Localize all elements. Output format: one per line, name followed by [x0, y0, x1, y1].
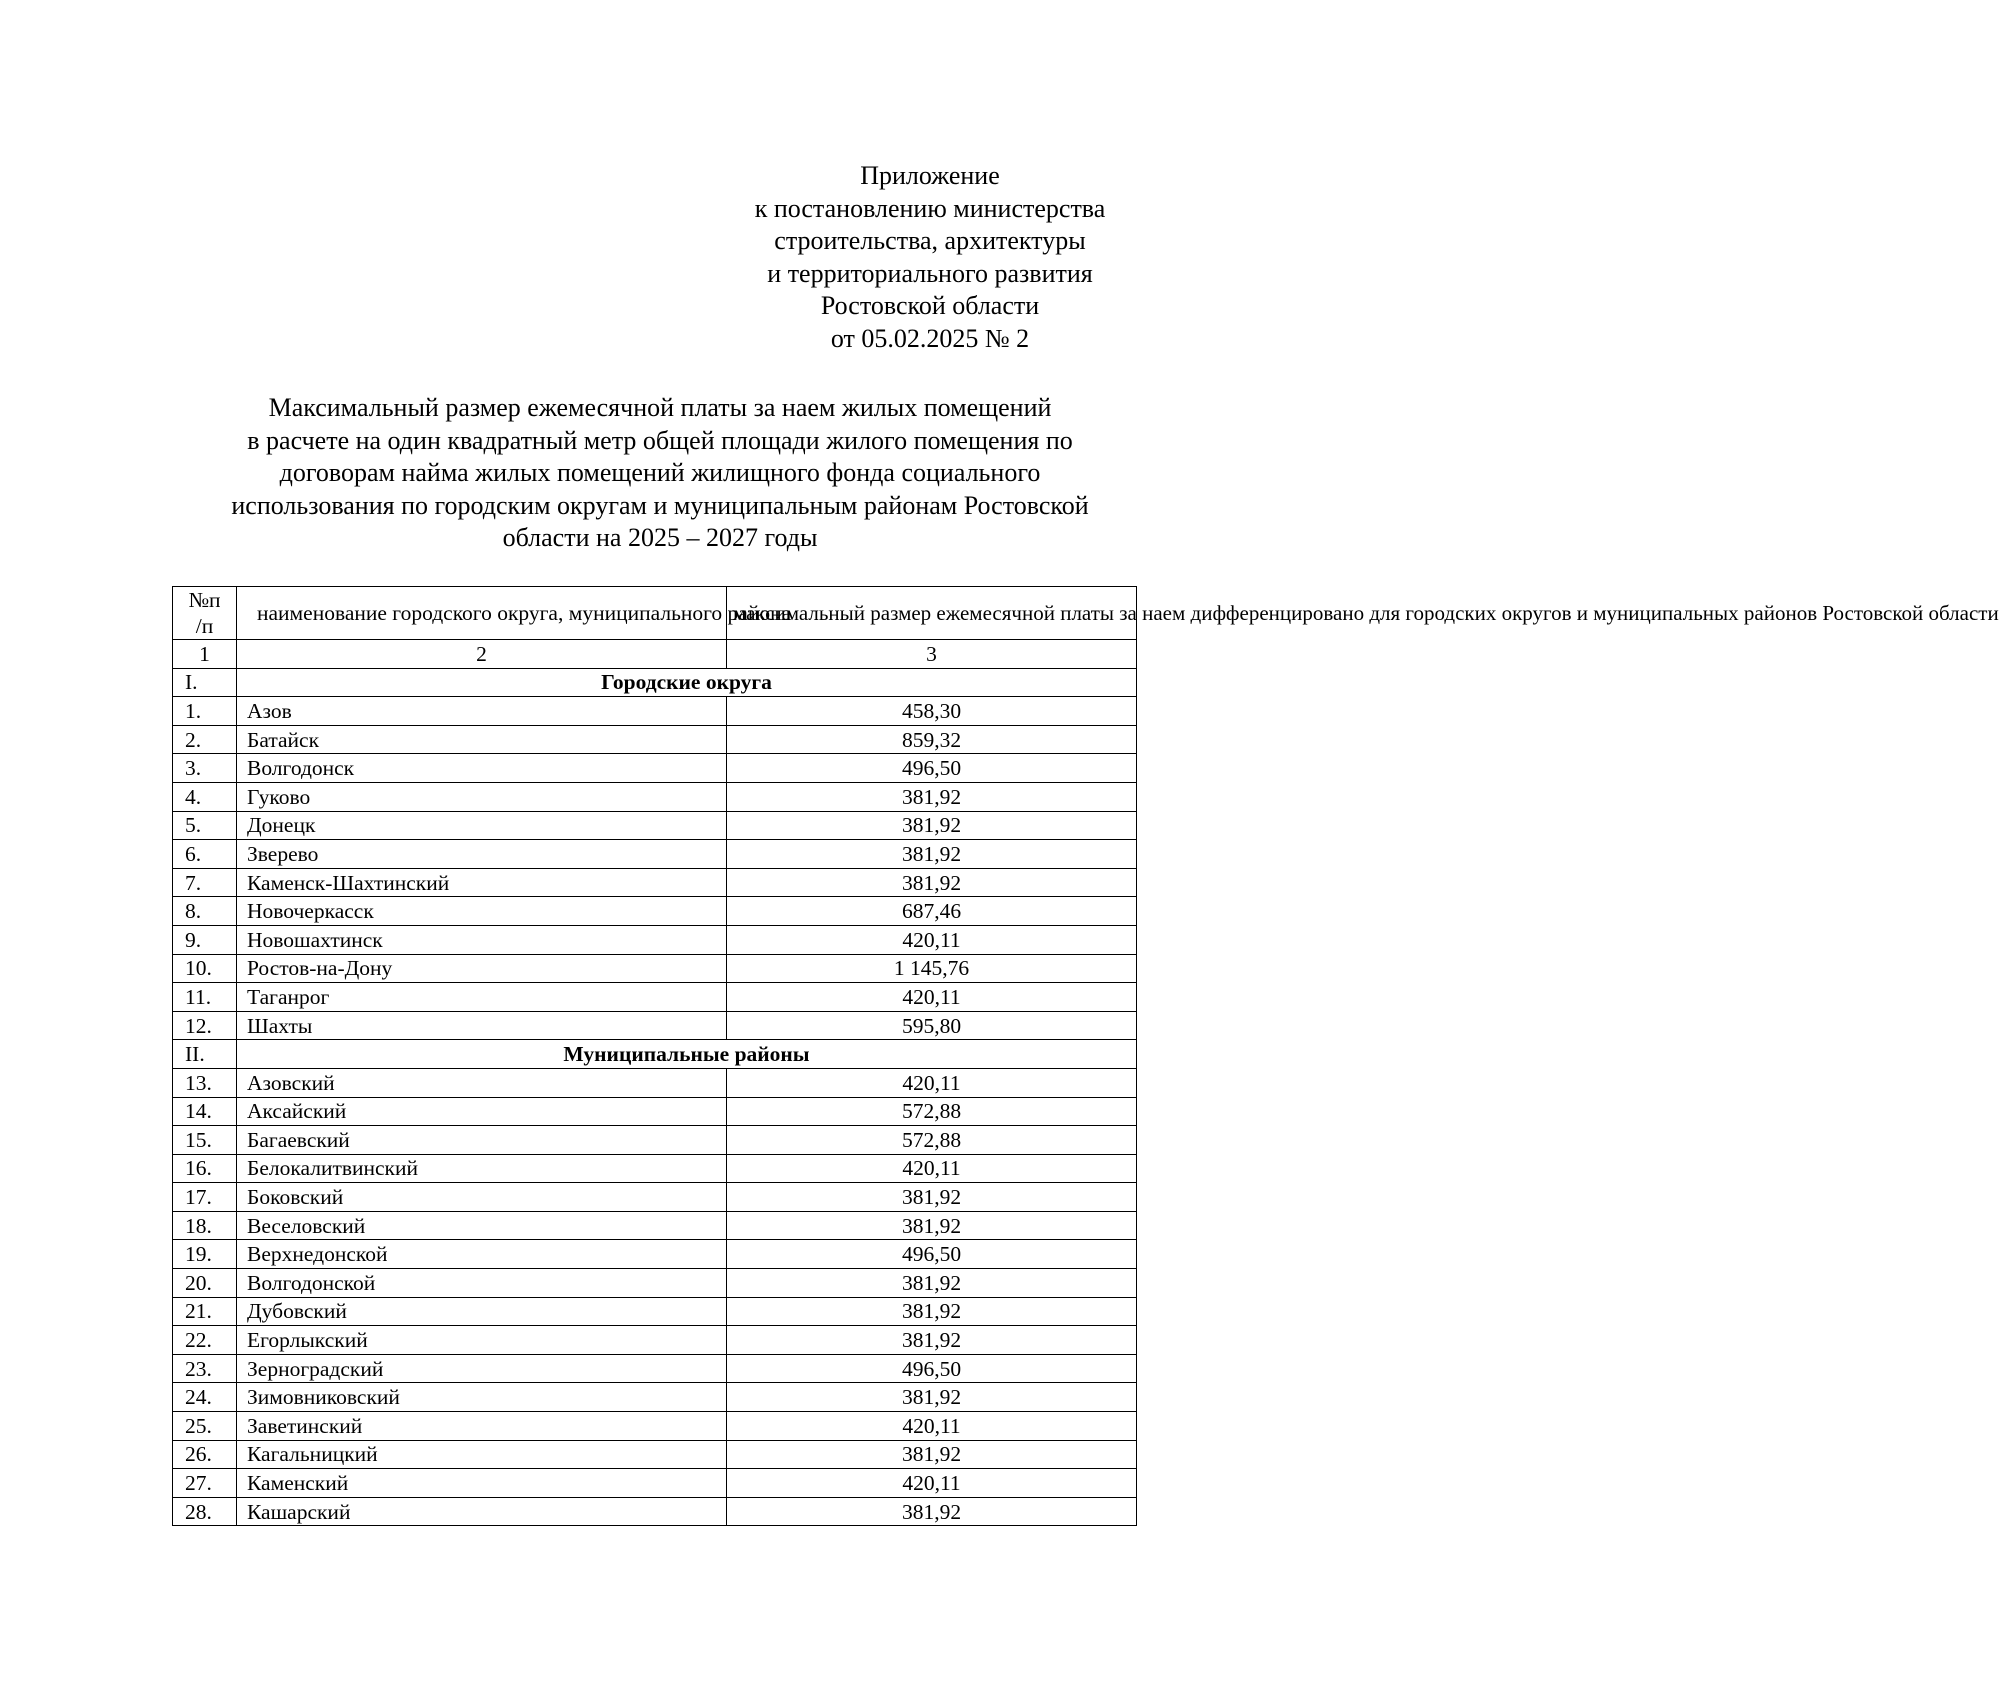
row-number: 15.	[173, 1126, 237, 1155]
row-name: Каменский	[237, 1469, 727, 1498]
row-name: Кашарский	[237, 1497, 727, 1526]
rent-rates-table	[172, 586, 1999, 1526]
row-value: 381,92	[727, 1497, 1137, 1526]
column-number-cell: 3	[727, 640, 1137, 669]
table-row	[173, 1497, 1137, 1526]
title-line: в расчете на один квадратный метр общей площади жилого помещения по	[247, 425, 1073, 455]
table-row	[173, 1240, 1137, 1269]
section-number: II.	[173, 1040, 237, 1069]
row-value: 381,92	[727, 840, 1137, 869]
row-value: 381,92	[727, 1326, 1137, 1355]
row-name: Донецк	[237, 811, 727, 840]
row-number: 3.	[173, 754, 237, 783]
row-name: Батайск	[237, 725, 727, 754]
row-name: Новошахтинск	[237, 925, 727, 954]
row-value: 687,46	[727, 897, 1137, 926]
row-number: 24.	[173, 1383, 237, 1412]
appendix-line: и территориального развития	[767, 258, 1093, 288]
table-row	[173, 1211, 1137, 1240]
table-row	[173, 1326, 1137, 1355]
row-number: 1.	[173, 697, 237, 726]
row-name: Егорлыкский	[237, 1326, 727, 1355]
row-number: 2.	[173, 725, 237, 754]
row-value: 381,92	[727, 811, 1137, 840]
row-number: 25.	[173, 1412, 237, 1441]
row-value: 1 145,76	[727, 954, 1137, 983]
row-value: 381,92	[727, 1211, 1137, 1240]
table-row	[173, 1383, 1137, 1412]
row-value: 381,92	[727, 1183, 1137, 1212]
table-row	[173, 1183, 1137, 1212]
row-number: 16.	[173, 1154, 237, 1183]
header-number	[173, 587, 237, 640]
row-name: Багаевский	[237, 1126, 727, 1155]
row-name: Зверево	[237, 840, 727, 869]
row-number: 4.	[173, 782, 237, 811]
table-row	[173, 1154, 1137, 1183]
row-number: 27.	[173, 1469, 237, 1498]
row-name: Кагальницкий	[237, 1440, 727, 1469]
row-number: 22.	[173, 1326, 237, 1355]
appendix-block	[720, 160, 1140, 355]
row-number: 13.	[173, 1068, 237, 1097]
row-name: Верхнедонской	[237, 1240, 727, 1269]
appendix-line: строительства, архитектуры	[774, 226, 1086, 255]
document-title	[170, 392, 1150, 555]
table-row	[173, 1011, 1137, 1040]
header-number-line: /п	[195, 614, 214, 638]
row-value: 572,88	[727, 1126, 1137, 1155]
row-name: Азовский	[237, 1068, 727, 1097]
table-row	[173, 983, 1137, 1012]
row-value: 420,11	[727, 925, 1137, 954]
title-line: использования по городским округам и муниципальным районам Ростовской	[231, 490, 1089, 520]
table-row	[173, 1354, 1137, 1383]
row-number: 18.	[173, 1211, 237, 1240]
row-value: 595,80	[727, 1011, 1137, 1040]
table-header-row	[173, 587, 1137, 640]
row-value: 420,11	[727, 1469, 1137, 1498]
row-value: 859,32	[727, 725, 1137, 754]
row-number: 26.	[173, 1440, 237, 1469]
row-number: 7.	[173, 868, 237, 897]
row-number: 5.	[173, 811, 237, 840]
table-row	[173, 1126, 1137, 1155]
row-value: 420,11	[727, 1412, 1137, 1441]
row-name: Дубовский	[237, 1297, 727, 1326]
row-value: 496,50	[727, 1240, 1137, 1269]
section-row	[173, 668, 1137, 697]
row-number: 19.	[173, 1240, 237, 1269]
table-row	[173, 1469, 1137, 1498]
row-value: 458,30	[727, 697, 1137, 726]
row-name: Боковский	[237, 1183, 727, 1212]
row-value: 381,92	[727, 1383, 1137, 1412]
row-name: Каменск-Шахтинский	[237, 868, 727, 897]
row-name: Таганрог	[237, 983, 727, 1012]
row-name: Заветинский	[237, 1412, 727, 1441]
row-name: Гуково	[237, 782, 727, 811]
row-value: 572,88	[727, 1097, 1137, 1126]
row-number: 14.	[173, 1097, 237, 1126]
row-value: 381,92	[727, 782, 1137, 811]
table-row	[173, 697, 1137, 726]
row-number: 17.	[173, 1183, 237, 1212]
row-number: 12.	[173, 1011, 237, 1040]
table-row	[173, 782, 1137, 811]
appendix-line: к постановлению министерства	[754, 193, 1106, 223]
row-number: 21.	[173, 1297, 237, 1326]
table-row	[173, 1297, 1137, 1326]
row-value: 381,92	[727, 868, 1137, 897]
row-name: Волгодонской	[237, 1269, 727, 1298]
section-number: I.	[173, 668, 237, 697]
table-row	[173, 868, 1137, 897]
row-number: 28.	[173, 1497, 237, 1526]
title-line: области на 2025 – 2027 годы	[502, 523, 818, 552]
title-line: Максимальный размер ежемесячной платы за наем жилых помещений	[268, 393, 1052, 422]
table-row	[173, 1269, 1137, 1298]
column-number-row	[173, 640, 1137, 669]
row-name: Зимовниковский	[237, 1383, 727, 1412]
table-row	[173, 1440, 1137, 1469]
section-title: Городские округа	[237, 668, 1137, 697]
row-value: 381,92	[727, 1269, 1137, 1298]
row-name: Белокалитвинский	[237, 1154, 727, 1183]
row-name: Новочеркасск	[237, 897, 727, 926]
row-name: Волгодонск	[237, 754, 727, 783]
table-row	[173, 725, 1137, 754]
title-line: договорам найма жилых помещений жилищного фонда социального	[279, 458, 1041, 487]
row-name: Зерноградский	[237, 1354, 727, 1383]
table-row	[173, 954, 1137, 983]
table-row	[173, 754, 1137, 783]
appendix-line: от 05.02.2025 № 2	[830, 323, 1030, 353]
row-number: 10.	[173, 954, 237, 983]
row-name: Ростов-на-Дону	[237, 954, 727, 983]
table-row	[173, 1097, 1137, 1126]
row-value: 420,11	[727, 983, 1137, 1012]
row-number: 6.	[173, 840, 237, 869]
row-name: Аксайский	[237, 1097, 727, 1126]
row-value: 420,11	[727, 1154, 1137, 1183]
table-row	[173, 811, 1137, 840]
section-row	[173, 1040, 1137, 1069]
row-name: Шахты	[237, 1011, 727, 1040]
row-number: 8.	[173, 897, 237, 926]
row-name: Азов	[237, 697, 727, 726]
row-value: 496,50	[727, 1354, 1137, 1383]
section-title: Муниципальные районы	[237, 1040, 1137, 1069]
appendix-line: Приложение	[860, 161, 1000, 190]
column-number-cell: 2	[237, 640, 727, 669]
row-name: Веселовский	[237, 1211, 727, 1240]
row-value: 381,92	[727, 1440, 1137, 1469]
table-row	[173, 925, 1137, 954]
header-value: максимальный размер ежемесячной платы за наем дифференцировано для городских округов и муниципальных районов Ростовской области	[727, 587, 1137, 640]
row-number: 23.	[173, 1354, 237, 1383]
header-number-line: №п	[188, 588, 221, 612]
table-row	[173, 1068, 1137, 1097]
row-number: 9.	[173, 925, 237, 954]
row-value: 420,11	[727, 1068, 1137, 1097]
table-row	[173, 1412, 1137, 1441]
row-value: 381,92	[727, 1297, 1137, 1326]
header-name: наименование городского округа, муниципального района	[237, 587, 727, 640]
row-number: 20.	[173, 1269, 237, 1298]
row-number: 11.	[173, 983, 237, 1012]
appendix-line: Ростовской области	[820, 291, 1040, 320]
table-row	[173, 840, 1137, 869]
row-value: 496,50	[727, 754, 1137, 783]
table-row	[173, 897, 1137, 926]
column-number-cell: 1	[173, 640, 237, 669]
